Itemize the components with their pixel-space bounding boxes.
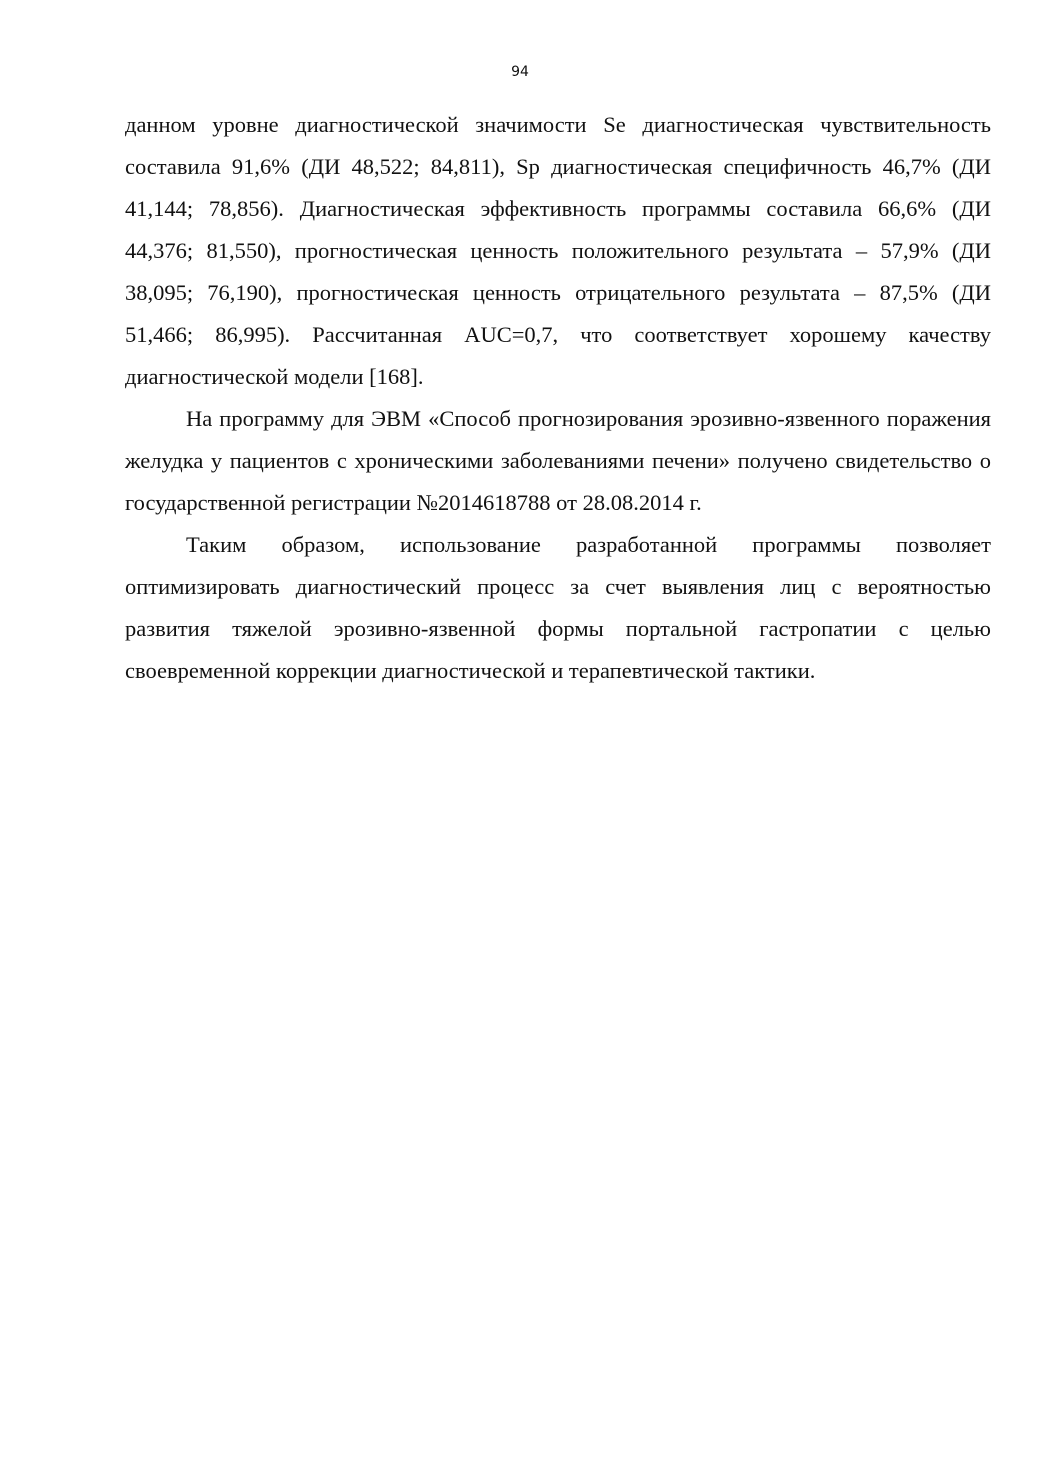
page-number: 94 <box>511 64 529 80</box>
paragraph-certificate: На программу для ЭВМ «Способ прогнозирования эрозивно-язвенного поражения желудка у пациентов с хроническими заболеваниями печени» получено свидетельство о государственной регистрации №2014618788 от 28.08.2014 г. <box>125 406 991 515</box>
body-text <box>125 104 991 692</box>
paragraph-conclusion: Таким образом, использование разработанной программы позволяет оптимизировать диагностический процесс за счет выявления лиц с вероятностью развития тяжелой эрозивно-язвенной формы портальной гастропатии с целью своевременной коррекции диагностической и терапевтической тактики. <box>125 532 991 683</box>
paragraph-continuation: данном уровне диагностической значимости Se диагностическая чувствительность составила 91,6% (ДИ 48,522; 84,811), Sp диагностическая специфичность 46,7% (ДИ 41,144; 78,856). Диагностическая эффективность программы составила 66,6% (ДИ 44,376; 81,550), прогностическая ценность положительного результата – 57,9% (ДИ 38,095; 76,190), прогностическая ценность отрицательного результата – 87,5% (ДИ 51,466; 86,995). Рассчитанная AUC=0,7, что соответствует хорошему качеству диагностической модели [168]. <box>125 112 991 389</box>
